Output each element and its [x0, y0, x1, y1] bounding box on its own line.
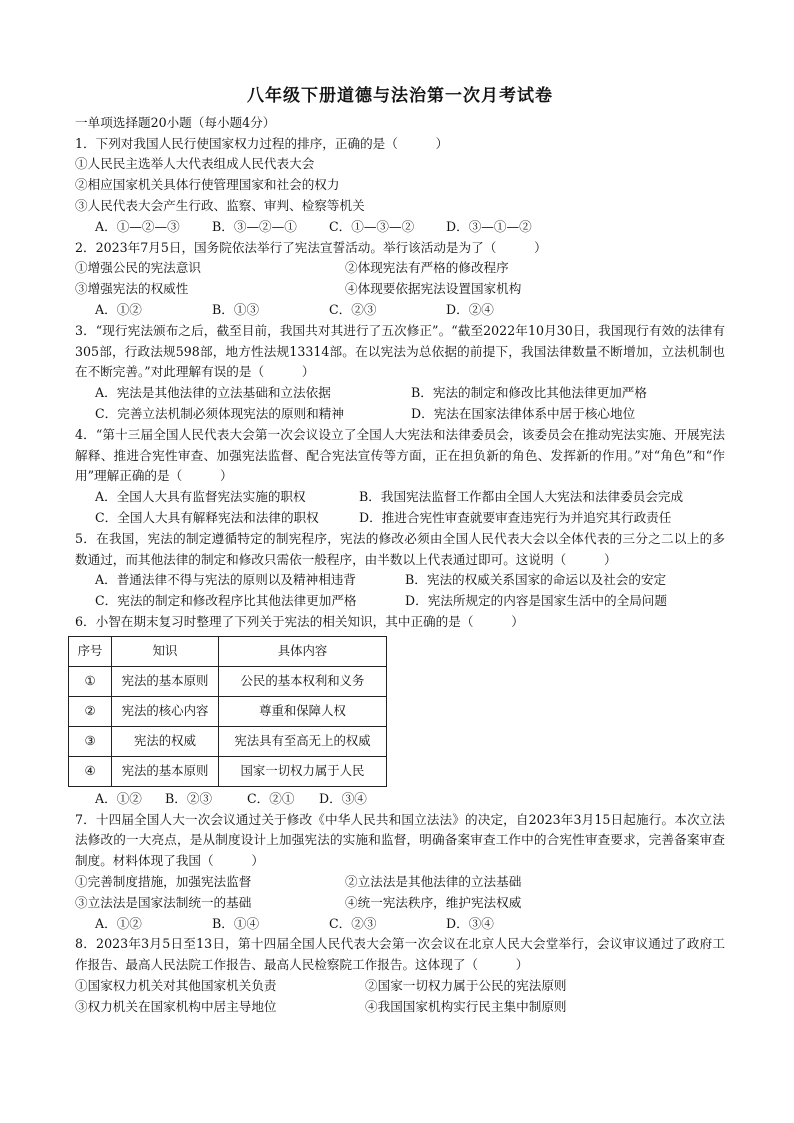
q7-item-2: ②立法法是其他法律的立法基础 — [345, 873, 522, 889]
q7-item-1: ①完善制度措施，加强宪法监督 — [75, 873, 252, 889]
q2-item-3: ③增强宪法的权威性 — [75, 281, 189, 297]
q2-item-1: ①增强公民的宪法意识 — [75, 260, 201, 276]
q2-item-4: ④体现要依据宪法设置国家机构 — [345, 281, 522, 297]
q4-stem: 4．“第十三届全国人民代表大会第一次会议设立了全国人大宪法和法律委员会，该委员会在推动宪法实施、开展宪法解释、推进合宪性审查、加强宪法监督、配合宪法宣传等方面，正在担负新的角色、发挥新的作用。”对“角色”和“作用”理解正确的是（ ） — [75, 426, 725, 484]
table-row — [69, 726, 387, 756]
table-cell: ④ — [69, 756, 112, 786]
q1-item-1: ①人民民主选举人大代表组成人民代表大会 — [75, 156, 315, 172]
table-cell: ③ — [69, 726, 112, 756]
q3-option-d[interactable]: D．宪法在国家法律体系中居于核心地位 — [411, 405, 636, 421]
q7-option-c[interactable]: C．②③ — [329, 915, 377, 931]
q6-option-c[interactable]: C．②① — [247, 790, 295, 806]
q5-options-row-1 — [75, 570, 725, 591]
q8-item-1: ①国家权力机关对其他国家机关负责 — [75, 977, 277, 993]
table-cell: 宪法的基本原则 — [112, 666, 219, 696]
q2-option-c[interactable]: C．②③ — [329, 301, 377, 317]
q8-item-3: ③权力机关在国家机构中居主导地位 — [75, 998, 277, 1014]
table-cell: 宪法的基本原则 — [112, 756, 219, 786]
q7-option-b[interactable]: B．①④ — [212, 915, 260, 931]
q4-options-row-2 — [75, 508, 725, 529]
q1-option-b[interactable]: B．③—②—① — [212, 218, 297, 234]
q2-option-d[interactable]: D．②④ — [446, 301, 494, 317]
table-row — [69, 696, 387, 726]
q2-option-b[interactable]: B．①③ — [212, 301, 260, 317]
q8-item-4: ④我国国家机构实行民主集中制原则 — [365, 998, 567, 1014]
table-cell: 宪法具有至高无上的权威 — [219, 726, 387, 756]
q4-option-a[interactable]: A．全国人大具有监督宪法实施的职权 — [95, 489, 306, 505]
table-cell: ② — [69, 696, 112, 726]
q4-options-row-1 — [75, 487, 725, 508]
q4-option-c[interactable]: C．全国人大具有解释宪法和法律的职权 — [95, 509, 319, 525]
q6-option-a[interactable]: A．①② — [95, 790, 142, 806]
q1-item-3: ③人民代表大会产生行政、监察、审判、检察等机关 — [75, 197, 365, 213]
q1-stem: 1．下列对我国人民行使国家权力过程的排序，正确的是（ ） — [75, 135, 449, 151]
q4-option-d[interactable]: D．推进合宪性审查就要审查违宪行为并追究其行政责任 — [359, 509, 672, 525]
q7-item-4: ④统一宪法秩序，维护宪法权威 — [345, 894, 522, 910]
q7-items-row-1 — [75, 872, 725, 893]
q8-items-row-2 — [75, 997, 725, 1018]
table-cell: 宪法的权威 — [112, 726, 219, 756]
q1-option-c[interactable]: C．①—③—② — [329, 218, 415, 234]
q7-items-row-2 — [75, 893, 725, 914]
q1-options — [75, 217, 725, 238]
section-heading: 一单项选择题20小题（每小题4分） — [75, 114, 276, 130]
q1-option-a[interactable]: A．①—②—③ — [95, 218, 180, 234]
q2-items-row-2 — [75, 279, 725, 300]
q2-options — [75, 300, 725, 321]
q3-stem: 3．“现行宪法颁布之后，截至目前，我国共对其进行了五次修正”。“截至2022年10月30日，我国现行有效的法律有305部，行政法规598部，地方性法规13314部。在以宪法为总依据的前提下，我国法律数量不断增加，立法机制也在不断完善。”对此理解有误的是（ ） — [75, 322, 725, 380]
q6-options — [75, 789, 725, 810]
table-header: 知识 — [112, 636, 219, 666]
table-cell: 公民的基本权利和义务 — [219, 666, 387, 696]
q2-stem: 2．2023年7月5日，国务院依法举行了宪法宣誓活动。举行该活动是为了（ ） — [75, 239, 547, 255]
table-row — [69, 666, 387, 696]
table-cell: 国家一切权力属于人民 — [219, 756, 387, 786]
q5-stem: 5．在我国，宪法的制定遵循特定的制宪程序，宪法的修改必须由全国人民代表大会以全体代表的三分之二以上的多数通过，而其他法律的制定和修改只需依一般程序，由半数以上代表通过即可。这说明（ ） — [75, 530, 725, 567]
q8-stem: 8．2023年3月5日至13日，第十四届全国人民代表大会第一次会议在北京人民大会堂举行，会议审议通过了政府工作报告、最高人民法院工作报告、最高人民检察院工作报告。这体现了（ ） — [75, 936, 725, 973]
q2-item-2: ②体现宪法有严格的修改程序 — [345, 260, 509, 276]
exam-page — [75, 86, 725, 1017]
knowledge-table — [68, 636, 387, 787]
exam-title: 八年级下册道德与法治第一次月考试卷 — [247, 86, 553, 106]
table-header: 序号 — [69, 636, 112, 666]
q5-option-c[interactable]: C．宪法的制定和修改程序比其他法律更加严格 — [95, 593, 357, 609]
q5-option-b[interactable]: B．宪法的权威关系国家的命运以及社会的安定 — [405, 572, 667, 588]
q1-option-d[interactable]: D．③—①—② — [446, 218, 532, 234]
q7-item-3: ③立法法是国家法制统一的基础 — [75, 894, 252, 910]
q7-option-a[interactable]: A．①② — [95, 915, 142, 931]
q3-option-b[interactable]: B．宪法的制定和修改比其他法律更加严格 — [411, 385, 647, 401]
q3-options-row-2 — [75, 404, 725, 425]
table-cell: ① — [69, 666, 112, 696]
q3-option-c[interactable]: C．完善立法机制必须体现宪法的原则和精神 — [95, 405, 344, 421]
q4-option-b[interactable]: B．我国宪法监督工作都由全国人大宪法和法律委员会完成 — [359, 489, 684, 505]
table-cell: 尊重和保障人权 — [219, 696, 387, 726]
q1-item-2: ②相应国家机关具体行使管理国家和社会的权力 — [75, 177, 340, 193]
q5-options-row-2 — [75, 591, 725, 612]
q3-option-a[interactable]: A．宪法是其他法律的立法基础和立法依据 — [95, 385, 331, 401]
table-header-row — [69, 636, 387, 666]
q5-option-a[interactable]: A．普通法律不得与宪法的原则以及精神相违背 — [95, 572, 356, 588]
q7-stem: 7．十四届全国人大一次会议通过关于修改《中华人民共和国立法法》的决定，自2023年3月15日起施行。本次立法法修改的一大亮点，是从制度设计上加强宪法的实施和监督，明确备案审查工作中的合宪性审查要求，完善备案审查制度。材料体现了我国（ ） — [75, 811, 725, 869]
q7-options — [75, 914, 725, 935]
q3-options-row-1 — [75, 383, 725, 404]
q8-item-2: ②国家一切权力属于公民的宪法原则 — [365, 977, 567, 993]
table-cell: 宪法的核心内容 — [112, 696, 219, 726]
table-row — [69, 756, 387, 786]
table-header: 具体内容 — [219, 636, 387, 666]
q7-option-d[interactable]: D．③④ — [446, 915, 494, 931]
q2-option-a[interactable]: A．①② — [95, 301, 142, 317]
q6-option-b[interactable]: B．②③ — [165, 790, 213, 806]
q5-option-d[interactable]: D．宪法所规定的内容是国家生活中的全局问题 — [405, 593, 667, 609]
q6-option-d[interactable]: D．③④ — [319, 790, 367, 806]
q8-items-row-1 — [75, 976, 725, 997]
q2-items-row-1 — [75, 258, 725, 279]
q6-stem: 6．小智在期末复习时整理了下列关于宪法的相关知识，其中正确的是（ ） — [75, 613, 524, 629]
